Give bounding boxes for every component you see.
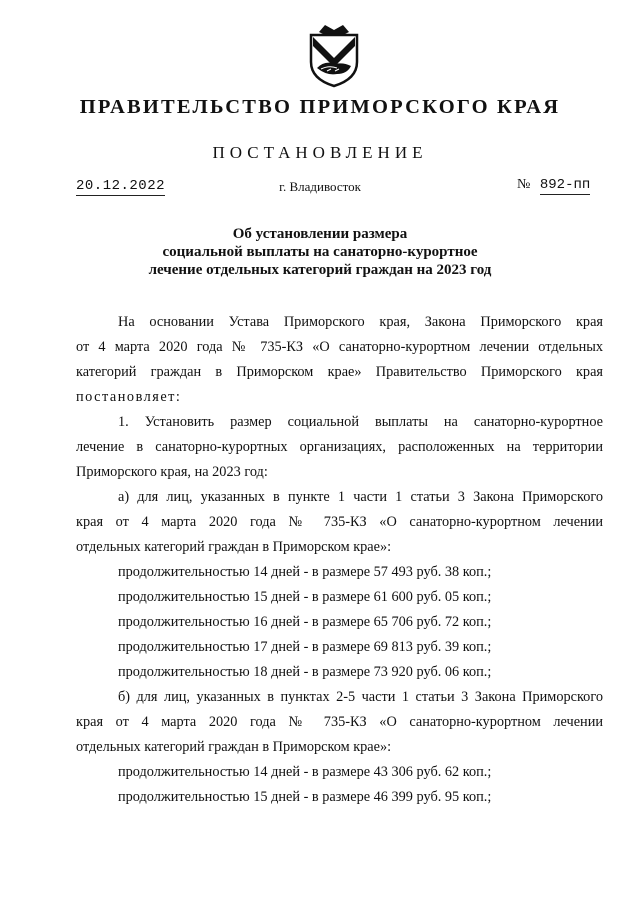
body-line: продолжительностью 18 дней - в размере 73 920 руб. 06 коп.; (118, 664, 492, 680)
body-line: продолжительностью 15 дней - в размере 61 600 руб. 05 коп.; (118, 589, 492, 605)
coat-of-arms-icon (305, 22, 363, 88)
document-number: 892-пп (539, 177, 591, 193)
body-line: продолжительностью 14 дней - в размере 57 493 руб. 38 коп.; (118, 564, 492, 580)
body-line: от 4 марта 2020 года № 735-КЗ «О санаторно-курортном лечении отдельных (76, 339, 603, 355)
body-line: 1. Установить размер социальной выплаты на санаторно-курортное (118, 414, 603, 430)
document-body (76, 310, 603, 810)
subject-line: социальной выплаты на санаторно-курортное (162, 244, 478, 260)
document-number-block (517, 177, 590, 193)
body-line: продолжительностью 17 дней - в размере 69 813 руб. 39 коп.; (118, 639, 492, 655)
body-line: продолжительностью 14 дней - в размере 43 306 руб. 62 коп.; (118, 764, 492, 780)
body-line: лечение в санаторно-курортных организациях, расположенных на территории (76, 439, 603, 455)
subject-line: Об установлении размера (232, 226, 408, 242)
body-line: постановляет: (76, 389, 182, 405)
body-line: края от 4 марта 2020 года № 735-КЗ «О санаторно-курортном лечении (76, 514, 603, 530)
body-line: отдельных категорий граждан в Приморском крае»: (76, 539, 392, 555)
body-line: продолжительностью 16 дней - в размере 65 706 руб. 72 коп.; (118, 614, 492, 630)
number-sign: № (517, 177, 531, 192)
body-line: На основании Устава Приморского края, Закона Приморского края (118, 314, 603, 330)
document-city: г. Владивосток (279, 179, 361, 194)
body-line: края от 4 марта 2020 года № 735-КЗ «О санаторно-курортном лечении (76, 714, 603, 730)
body-line: отдельных категорий граждан в Приморском крае»: (76, 739, 392, 755)
body-line: б) для лиц, указанных в пунктах 2-5 части 1 статьи 3 Закона Приморского (118, 689, 603, 705)
document-subject (0, 225, 640, 279)
body-line: категорий граждан в Приморском крае» Правительство Приморского края (76, 364, 603, 380)
document-date: 20.12.2022 (76, 178, 166, 194)
government-title: ПРАВИТЕЛЬСТВО ПРИМОРСКОГО КРАЯ (79, 96, 561, 118)
subject-line: лечение отдельных категорий граждан на 2023 год (148, 262, 492, 278)
body-line: а) для лиц, указанных в пункте 1 части 1 статьи 3 Закона Приморского (118, 489, 603, 505)
document-type: ПОСТАНОВЛЕНИЕ (212, 143, 428, 162)
body-line: продолжительностью 15 дней - в размере 46 399 руб. 95 коп.; (118, 789, 492, 805)
body-line: Приморского края, на 2023 год: (76, 464, 268, 480)
